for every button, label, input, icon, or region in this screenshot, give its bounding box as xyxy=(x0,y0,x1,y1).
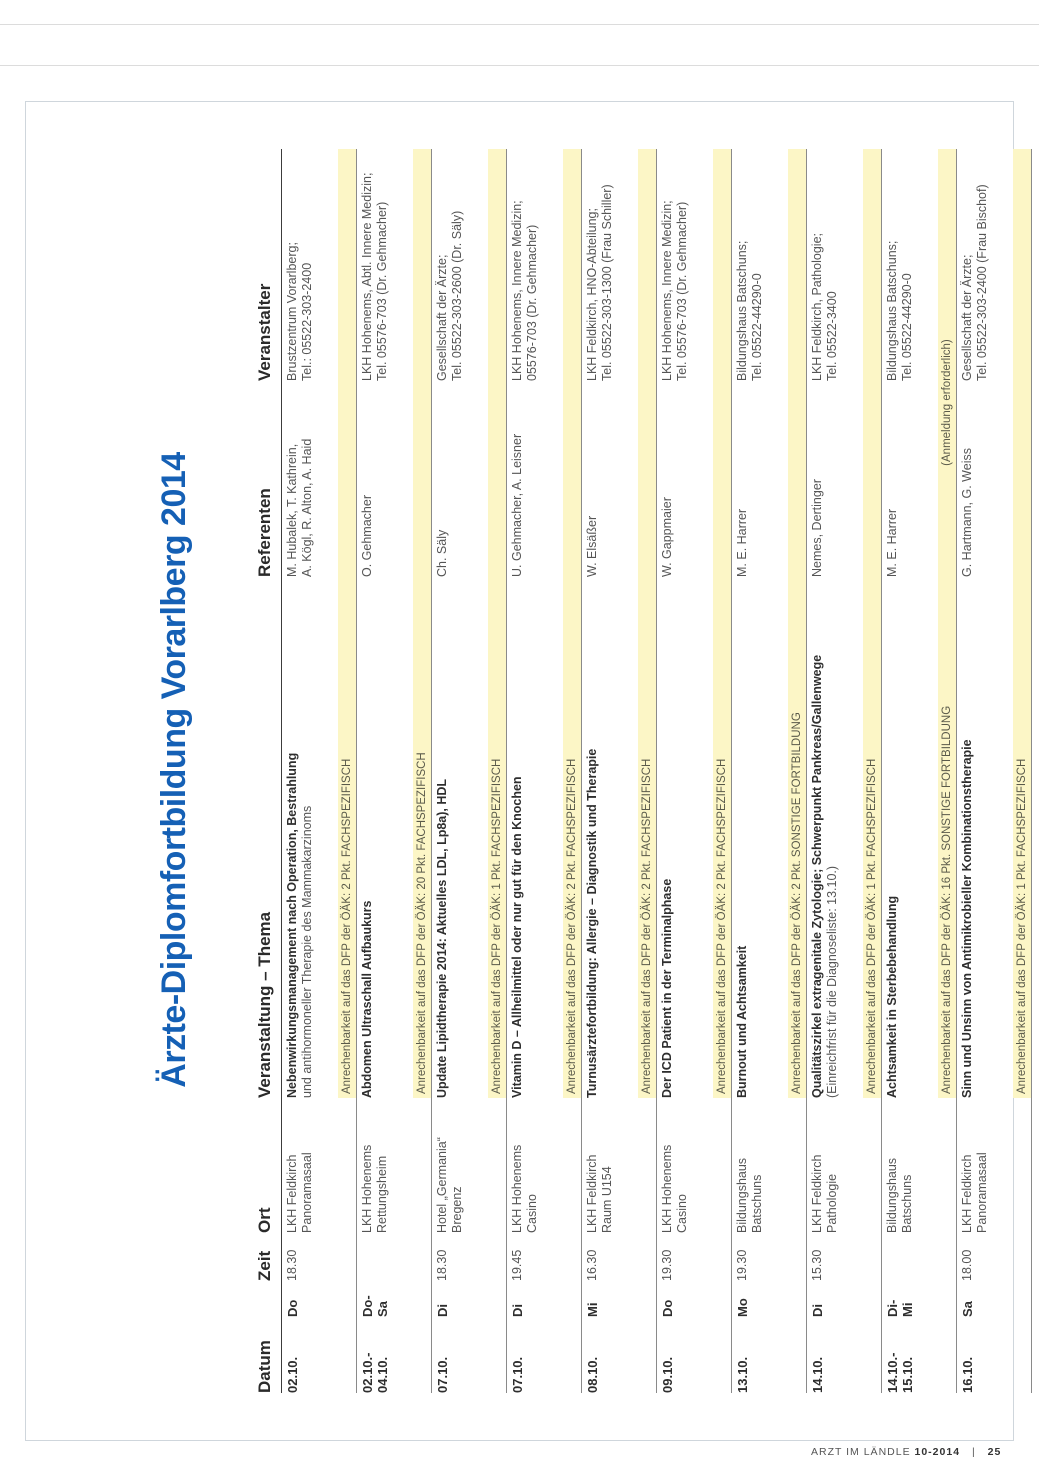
credit-text: Anrechenbarkeit auf das DFP der ÖÄK: 1 Pkt. FACHSPEZIFISCH xyxy=(1016,758,1028,1094)
cell-speakers xyxy=(810,381,863,577)
cell-time xyxy=(510,1233,563,1281)
cell-location xyxy=(810,1098,863,1233)
cell-location xyxy=(735,1098,788,1233)
credit-note xyxy=(863,149,881,1098)
credit-row xyxy=(1013,149,1031,1393)
loc2-line: Batschuns xyxy=(900,1174,914,1233)
cell-topic xyxy=(885,577,938,1098)
top-rule xyxy=(0,24,1039,25)
row-main xyxy=(807,149,863,1393)
org2-line: Tel. 05522-303-2600 (Dr. Säly) xyxy=(450,210,464,381)
loc1-line: Hotel „Germania“ xyxy=(435,1137,449,1233)
credit-spacer xyxy=(638,1098,656,1393)
loc2-line: Casino xyxy=(675,1194,689,1233)
credit-row xyxy=(338,149,356,1393)
ref2-line: A. Kögl, R. Alton, A. Haid xyxy=(300,438,314,577)
topic-subline: und antihormoneller Therapie des Mammakarzinoms xyxy=(300,805,314,1098)
day-line: Di xyxy=(435,1304,450,1317)
credit-note xyxy=(488,149,506,1098)
table-body xyxy=(282,149,1032,1393)
day-line: Do xyxy=(285,1299,300,1317)
loc2-line: Batschuns xyxy=(750,1174,764,1233)
credit-text: Anrechenbarkeit auf das DFP der ÖÄK: 2 Pkt. SONSTIGE FORTBILDUNG xyxy=(791,712,803,1094)
ref1-line: Nemes, Dertinger xyxy=(810,479,824,577)
time-line: 18.30 xyxy=(435,1249,449,1281)
row-main xyxy=(657,149,713,1393)
table-row xyxy=(957,149,1032,1393)
cell-organizer xyxy=(285,149,338,381)
cell-location xyxy=(360,1098,413,1233)
page-footer xyxy=(811,1446,1001,1458)
loc1-line: LKH Feldkirch xyxy=(810,1154,824,1233)
row-main xyxy=(582,149,638,1393)
credit-note xyxy=(788,149,806,1098)
credit-row xyxy=(638,149,656,1393)
org1-line: LKH Feldkirch, HNO-Abteilung; xyxy=(585,208,599,381)
org1-line: LKH Feldkirch, Pathologie; xyxy=(810,233,824,381)
events-table xyxy=(244,149,1032,1393)
row-main xyxy=(432,149,488,1393)
time-line: 18.00 xyxy=(960,1249,974,1281)
time-line: 19.30 xyxy=(735,1249,749,1281)
date-line: 13.10. xyxy=(735,1356,750,1393)
cell-topic xyxy=(960,577,1013,1098)
date-line: 02.10. xyxy=(285,1356,300,1393)
cell-day xyxy=(435,1281,488,1317)
table-row xyxy=(657,149,732,1393)
table-row xyxy=(507,149,582,1393)
cell-organizer xyxy=(960,149,1013,381)
cell-time xyxy=(735,1233,788,1281)
ref1-line: W. Elsäßer xyxy=(585,515,599,577)
day-line: Sa xyxy=(960,1301,975,1317)
cell-organizer xyxy=(510,149,563,381)
cell-location xyxy=(885,1098,938,1233)
page-title: Ärzte-Diplomfortbildung Vorarlberg 2014 xyxy=(155,452,193,1088)
cell-date xyxy=(810,1317,863,1393)
cell-speakers xyxy=(735,381,788,577)
time-line: 16.30 xyxy=(585,1249,599,1281)
credit-text: Anrechenbarkeit auf das DFP der ÖÄK: 2 Pkt. FACHSPEZIFISCH xyxy=(716,758,728,1094)
cell-topic xyxy=(810,577,863,1098)
credit-spacer xyxy=(788,1098,806,1393)
table-row xyxy=(432,149,507,1393)
org1-line: LKH Hohenems, Innere Medizin; xyxy=(510,200,524,381)
date-line: 02.10.- xyxy=(360,1352,375,1393)
day-line: Di xyxy=(510,1304,525,1317)
cell-day xyxy=(660,1281,713,1317)
credit-spacer xyxy=(713,1098,731,1393)
table-header xyxy=(244,149,282,1393)
row-main xyxy=(282,149,338,1393)
cell-location xyxy=(960,1098,1013,1233)
cell-speakers xyxy=(960,381,1013,577)
cell-date xyxy=(885,1317,938,1393)
org1-line: Gesellschaft der Ärzte; xyxy=(435,254,449,381)
org2-line: Tel. 05576-703 (Dr. Gehmacher) xyxy=(375,201,389,381)
credit-note xyxy=(713,149,731,1098)
ref1-line: M. E. Harrer xyxy=(735,508,749,577)
topic-line: Vitamin D – Allheilmittel oder nur gut für den Knochen xyxy=(510,776,524,1098)
date-line: 16.10. xyxy=(960,1356,975,1393)
header-date: Datum xyxy=(255,1340,274,1393)
rotated-page xyxy=(124,125,1028,1415)
footer-magazine: ARZT IM LÄNDLE xyxy=(811,1446,911,1458)
cell-time xyxy=(885,1233,938,1281)
credit-note xyxy=(338,149,356,1098)
org1-line: Brustzentrum Vorarlberg; xyxy=(285,242,299,381)
credit-row xyxy=(938,149,956,1393)
cell-organizer xyxy=(585,149,638,381)
credit-spacer xyxy=(938,1098,956,1393)
table-row xyxy=(732,149,807,1393)
credit-note xyxy=(413,149,431,1098)
loc1-line: LKH Hohenems xyxy=(660,1144,674,1233)
credit-note xyxy=(1013,149,1031,1098)
ref1-line: U. Gehmacher, A. Leisner xyxy=(510,433,524,577)
credit-text: Anrechenbarkeit auf das DFP der ÖÄK: 1 Pkt. FACHSPEZIFISCH xyxy=(866,758,878,1094)
date-line: 14.10. xyxy=(810,1356,825,1393)
row-main xyxy=(507,149,563,1393)
date2-line: 15.10. xyxy=(900,1356,915,1393)
ref1-line: M. Hubalek, T. Kathrein, xyxy=(285,443,299,577)
org2-line: Tel. 05522-303-1300 (Frau Schiller) xyxy=(600,184,614,381)
cell-time xyxy=(960,1233,1013,1281)
cell-date xyxy=(360,1317,413,1393)
cell-organizer xyxy=(885,149,938,381)
topic-line: Achtsamkeit in Sterbebehandlung xyxy=(885,895,899,1098)
credit-text: Anrechenbarkeit auf das DFP der ÖÄK: 16 Pkt. SONSTIGE FORTBILDUNG xyxy=(941,705,953,1094)
topic-line: Burnout und Achtsamkeit xyxy=(735,945,749,1098)
day2-line: Mi xyxy=(900,1302,915,1317)
cell-location xyxy=(435,1098,488,1233)
day-line: Mi xyxy=(585,1302,600,1317)
row-main xyxy=(732,149,788,1393)
header-time: Zeit xyxy=(255,1250,274,1281)
loc1-line: LKH Feldkirch xyxy=(960,1154,974,1233)
credit-row xyxy=(413,149,431,1393)
credit-spacer xyxy=(1013,1098,1031,1393)
cell-topic xyxy=(510,577,563,1098)
loc2-line: Pathologie xyxy=(825,1173,839,1233)
credit-spacer xyxy=(863,1098,881,1393)
cell-topic xyxy=(285,577,338,1098)
credit-spacer xyxy=(338,1098,356,1393)
cell-day xyxy=(585,1281,638,1317)
cell-time xyxy=(660,1233,713,1281)
cell-organizer xyxy=(810,149,863,381)
org1-line: LKH Hohenems, Abtl. Innere Medizin; xyxy=(360,172,374,381)
loc1-line: Bildungshaus xyxy=(735,1157,749,1233)
day-line: Di- xyxy=(885,1299,900,1317)
cell-organizer xyxy=(360,149,413,381)
time-line: 19.45 xyxy=(510,1249,524,1281)
cell-time xyxy=(810,1233,863,1281)
header-topic: Veranstaltung – Thema xyxy=(255,911,274,1098)
loc1-line: LKH Hohenems xyxy=(360,1144,374,1233)
credit-row xyxy=(713,149,731,1393)
cell-topic xyxy=(735,577,788,1098)
day-line: Di xyxy=(810,1304,825,1317)
topic-line: Update Lipidtherapie 2014: Aktuelles LDL, Lp8a), HDL xyxy=(435,778,449,1098)
cell-date xyxy=(435,1317,488,1393)
cell-date xyxy=(660,1317,713,1393)
day-line: Do xyxy=(660,1299,675,1317)
cell-date xyxy=(510,1317,563,1393)
cell-organizer xyxy=(435,149,488,381)
loc1-line: LKH Hohenems xyxy=(510,1144,524,1233)
cell-speakers xyxy=(510,381,563,577)
cell-speakers xyxy=(660,381,713,577)
cell-time xyxy=(435,1233,488,1281)
table-row xyxy=(282,149,357,1393)
loc1-line: Bildungshaus xyxy=(885,1157,899,1233)
credit-note xyxy=(938,149,956,1098)
credit-text: Anrechenbarkeit auf das DFP der ÖÄK: 1 Pkt. FACHSPEZIFISCH xyxy=(491,758,503,1094)
date-line: 08.10. xyxy=(585,1356,600,1393)
row-main xyxy=(357,149,413,1393)
date-line: 07.10. xyxy=(435,1356,450,1393)
ref1-line: G. Hartmann, G. Weiss xyxy=(960,448,974,577)
time-line: 15.30 xyxy=(810,1249,824,1281)
loc2-line: Panoramasaal xyxy=(975,1152,989,1233)
cell-day xyxy=(735,1281,788,1317)
header-location: Ort xyxy=(255,1207,274,1233)
date2-line: 04.10. xyxy=(375,1356,390,1393)
cell-speakers xyxy=(435,381,488,577)
org2-line: 05576-703 (Dr. Gehmacher) xyxy=(525,224,539,381)
header-organizer: Veranstalter xyxy=(255,283,274,381)
cell-speakers xyxy=(585,381,638,577)
footer-page-number: 25 xyxy=(987,1446,1002,1458)
credit-row xyxy=(563,149,581,1393)
credit-spacer xyxy=(413,1098,431,1393)
top-rule-2 xyxy=(0,65,1039,66)
cell-time xyxy=(360,1233,413,1281)
org1-line: Bildungshaus Batschuns; xyxy=(735,240,749,381)
cell-speakers xyxy=(360,381,413,577)
cell-location xyxy=(585,1098,638,1233)
table-row xyxy=(807,149,882,1393)
credit-row xyxy=(488,149,506,1393)
cell-organizer xyxy=(660,149,713,381)
cell-topic xyxy=(360,577,413,1098)
credit-text: Anrechenbarkeit auf das DFP der ÖÄK: 20 Pkt. FACHSPEZIFISCH xyxy=(416,752,428,1094)
table-row xyxy=(882,149,957,1393)
topic-subline: (Einreichfrist für die Diagnoseliste: 13.10.) xyxy=(825,865,839,1098)
cell-location xyxy=(660,1098,713,1233)
date-line: 07.10. xyxy=(510,1356,525,1393)
loc1-line: LKH Feldkirch xyxy=(285,1154,299,1233)
credit-note xyxy=(563,149,581,1098)
day-line: Mo xyxy=(735,1298,750,1317)
credit-row xyxy=(863,149,881,1393)
cell-day xyxy=(285,1281,338,1317)
cell-topic xyxy=(435,577,488,1098)
loc2-line: Bregenz xyxy=(450,1186,464,1233)
cell-organizer xyxy=(735,149,788,381)
credit-extra: (Anmeldung erforderlich) xyxy=(941,339,953,466)
credit-note xyxy=(638,149,656,1098)
cell-topic xyxy=(585,577,638,1098)
table-row xyxy=(582,149,657,1393)
org2-line: Tel.: 05522-303-2400 xyxy=(300,262,314,381)
org2-line: Tel. 05522-3400 xyxy=(825,291,839,381)
loc1-line: LKH Feldkirch xyxy=(585,1154,599,1233)
credit-text: Anrechenbarkeit auf das DFP der ÖÄK: 2 Pkt. FACHSPEZIFISCH xyxy=(341,758,353,1094)
footer-separator: | xyxy=(971,1446,976,1458)
cell-speakers xyxy=(885,381,938,577)
topic-line: Sinn und Unsinn von Antimikrobieller Kombinationstherapie xyxy=(960,739,974,1098)
time-line: 19.30 xyxy=(660,1249,674,1281)
cell-date xyxy=(285,1317,338,1393)
loc2-line: Raum U154 xyxy=(600,1166,614,1233)
loc2-line: Panoramasaal xyxy=(300,1152,314,1233)
date-line: 09.10. xyxy=(660,1356,675,1393)
ref1-line: O. Gehmacher xyxy=(360,495,374,577)
org2-line: Tel. 05522-303-2400 (Frau Bischof) xyxy=(975,184,989,381)
org2-line: Tel. 05576-703 (Dr. Gehmacher) xyxy=(675,201,689,381)
cell-location xyxy=(285,1098,338,1233)
row-main xyxy=(957,149,1013,1393)
topic-line: Nebenwirkungsmanagement nach Operation, Bestrahlung xyxy=(285,752,299,1098)
cell-day xyxy=(960,1281,1013,1317)
loc2-line: Rettungsheim xyxy=(375,1155,389,1233)
cell-time xyxy=(585,1233,638,1281)
time-line: 18.30 xyxy=(285,1249,299,1281)
cell-day xyxy=(885,1281,938,1317)
cell-date xyxy=(585,1317,638,1393)
cell-speakers xyxy=(285,381,338,577)
ref1-line: M. E. Harrer xyxy=(885,508,899,577)
topic-line: Qualitätszirkel extragenitale Zytologie; Schwerpunkt Pankreas/Gallenwege xyxy=(810,654,824,1098)
org2-line: Tel. 05522-44290-0 xyxy=(750,273,764,381)
cell-date xyxy=(735,1317,788,1393)
loc2-line: Casino xyxy=(525,1194,539,1233)
cell-day xyxy=(510,1281,563,1317)
credit-row xyxy=(788,149,806,1393)
cell-location xyxy=(510,1098,563,1233)
org1-line: Gesellschaft der Ärzte; xyxy=(960,254,974,381)
day-line: Do- xyxy=(360,1295,375,1317)
ref1-line: W. Gappmaier xyxy=(660,497,674,577)
date-line: 14.10.- xyxy=(885,1352,900,1393)
topic-line: Der ICD Patient in der Terminalphase xyxy=(660,878,674,1098)
org2-line: Tel. 05522-44290-0 xyxy=(900,273,914,381)
credit-text: Anrechenbarkeit auf das DFP der ÖÄK: 2 Pkt. FACHSPEZIFISCH xyxy=(566,758,578,1094)
day2-line: Sa xyxy=(375,1301,390,1317)
cell-time xyxy=(285,1233,338,1281)
cell-date xyxy=(960,1317,1013,1393)
credit-spacer xyxy=(563,1098,581,1393)
cell-day xyxy=(360,1281,413,1317)
topic-line: Turnusärztefortbildung: Allergie – Diagnostik und Therapie xyxy=(585,748,599,1098)
credit-text: Anrechenbarkeit auf das DFP der ÖÄK: 2 Pkt. FACHSPEZIFISCH xyxy=(641,758,653,1094)
topic-line: Abdomen Ultraschall Aufbaukurs xyxy=(360,900,374,1098)
cell-day xyxy=(810,1281,863,1317)
header-speakers: Referenten xyxy=(255,488,274,577)
cell-topic xyxy=(660,577,713,1098)
footer-issue: 10-2014 xyxy=(914,1446,961,1458)
credit-spacer xyxy=(488,1098,506,1393)
org1-line: LKH Hohenems, Innere Medizin; xyxy=(660,200,674,381)
row-main xyxy=(882,149,938,1393)
ref1-line: Ch. Säly xyxy=(435,529,449,577)
table-row xyxy=(357,149,432,1393)
org1-line: Bildungshaus Batschuns; xyxy=(885,240,899,381)
